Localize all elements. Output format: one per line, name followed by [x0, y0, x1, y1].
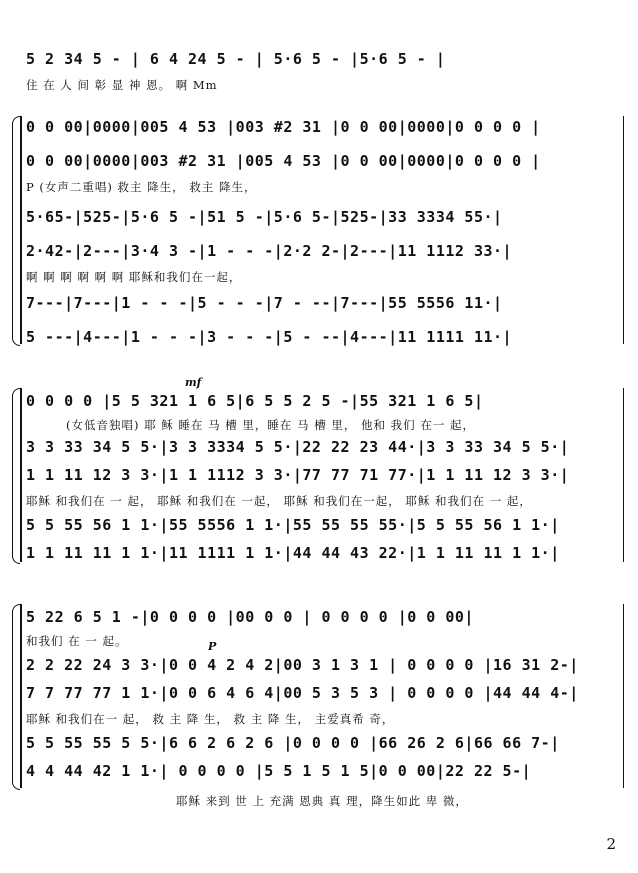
- lyric-line-1: P (女声二重唱) 救主 降生， 救主 降生，: [26, 180, 257, 194]
- lyric-line-2: 耶稣 和我们在 一 起， 耶稣 和我们在 一起， 耶稣 和我们在一起， 耶稣 和我们在 一 起，: [26, 494, 532, 508]
- staff-line-5: 1 1 11 11 1 1·|11 1111 1 1·|44 44 43 22·|1 1 11 11 1 1·|: [26, 544, 560, 562]
- end-barline: [623, 116, 625, 344]
- system-brace: [12, 388, 20, 564]
- staff-line-6: 5 ---|4---|1 - - -|3 - - -|5 - --|4---|11 1111 11·|: [26, 328, 513, 346]
- staff-line-3: 5·65-|525-|5·6 5 -|51 5 -|5·6 5-|525-|33 3334 55·|: [26, 208, 503, 226]
- solo-lyric-line: 住 在 人 间 彰 显 神 恩。 啊 Mm: [26, 78, 218, 92]
- staff-line-2: 0 0 00|0000|003 #2 31 |005 4 53 |0 0 00|0000|0 0 0 0 |: [26, 152, 541, 170]
- lyric-line-1: (女低音独唱) 耶 稣 睡在 马 槽 里，睡在 马 槽 里， 他和 我们 在一 起，: [66, 418, 475, 432]
- staff-line-4: 5 5 55 55 5 5·|6 6 2 6 2 6 |0 0 0 0 |66 26 2 6|66 66 7-|: [26, 734, 560, 752]
- lyric-line-1: 和我们 在 一 起。: [26, 634, 128, 648]
- system-barline: [20, 604, 22, 788]
- staff-line-1: 0 0 00|0000|005 4 53 |003 #2 31 |0 0 00|0000|0 0 0 0 |: [26, 118, 541, 136]
- end-barline: [623, 388, 625, 562]
- staff-line-3: 1 1 11 12 3 3·|1 1 1112 3 3·|77 77 71 77·|1 1 11 12 3 3·|: [26, 466, 570, 484]
- page-number: 2: [606, 835, 616, 853]
- system-barline: [20, 388, 22, 562]
- lyric-line-3: 耶稣 来到 世 上 充满 恩典 真 理，降生如此 卑 微，: [176, 794, 468, 808]
- system-brace: [12, 604, 20, 790]
- staff-line-4: 5 5 55 56 1 1·|55 5556 1 1·|55 55 55 55·|5 5 55 56 1 1·|: [26, 516, 560, 534]
- staff-line-2: 2 2 22 24 3 3·|0 0 4 2 4 2|00 3 1 3 1 | 0 0 0 0 |16 31 2-|: [26, 656, 579, 674]
- dynamic-mark: mf: [185, 376, 202, 389]
- lyric-line-2: 啊 啊 啊 啊 啊 啊 耶稣和我们在一起，: [26, 270, 242, 284]
- end-barline: [623, 604, 625, 788]
- staff-line-4: 2·42-|2---|3·4 3 -|1 - - -|2·2 2-|2---|11 1112 33·|: [26, 242, 513, 260]
- staff-line-3: 7 7 77 77 1 1·|0 0 6 4 6 4|00 5 3 5 3 | 0 0 0 0 |44 44 4-|: [26, 684, 579, 702]
- staff-line-2: 3 3 33 34 5 5·|3 3 3334 5 5·|22 22 23 44·|3 3 33 34 5 5·|: [26, 438, 570, 456]
- dynamic-mark: P: [208, 640, 217, 653]
- staff-line-5: 7---|7---|1 - - -|5 - - -|7 - --|7---|55 5556 11·|: [26, 294, 503, 312]
- staff-line-1: 5 22 6 5 1 -|0 0 0 0 |00 0 0 | 0 0 0 0 |0 0 00|: [26, 608, 474, 626]
- solo-melody-line: 5 2 34 5 - | 6 4 24 5 - | 5·6 5 - |5·6 5 - |: [26, 50, 446, 68]
- system-brace: [12, 116, 20, 346]
- lyric-line-2: 耶稣 和我们在一 起， 救 主 降 生， 救 主 降 生， 主爱真希 奇，: [26, 712, 395, 726]
- system-barline: [20, 116, 22, 344]
- staff-line-5: 4 4 44 42 1 1·| 0 0 0 0 |5 5 1 5 1 5|0 0 00|22 22 5-|: [26, 762, 532, 780]
- staff-line-1: 0 0 0 0 |5 5 321 1 6 5|6 5 5 2 5 -|55 321 1 6 5|: [26, 392, 484, 410]
